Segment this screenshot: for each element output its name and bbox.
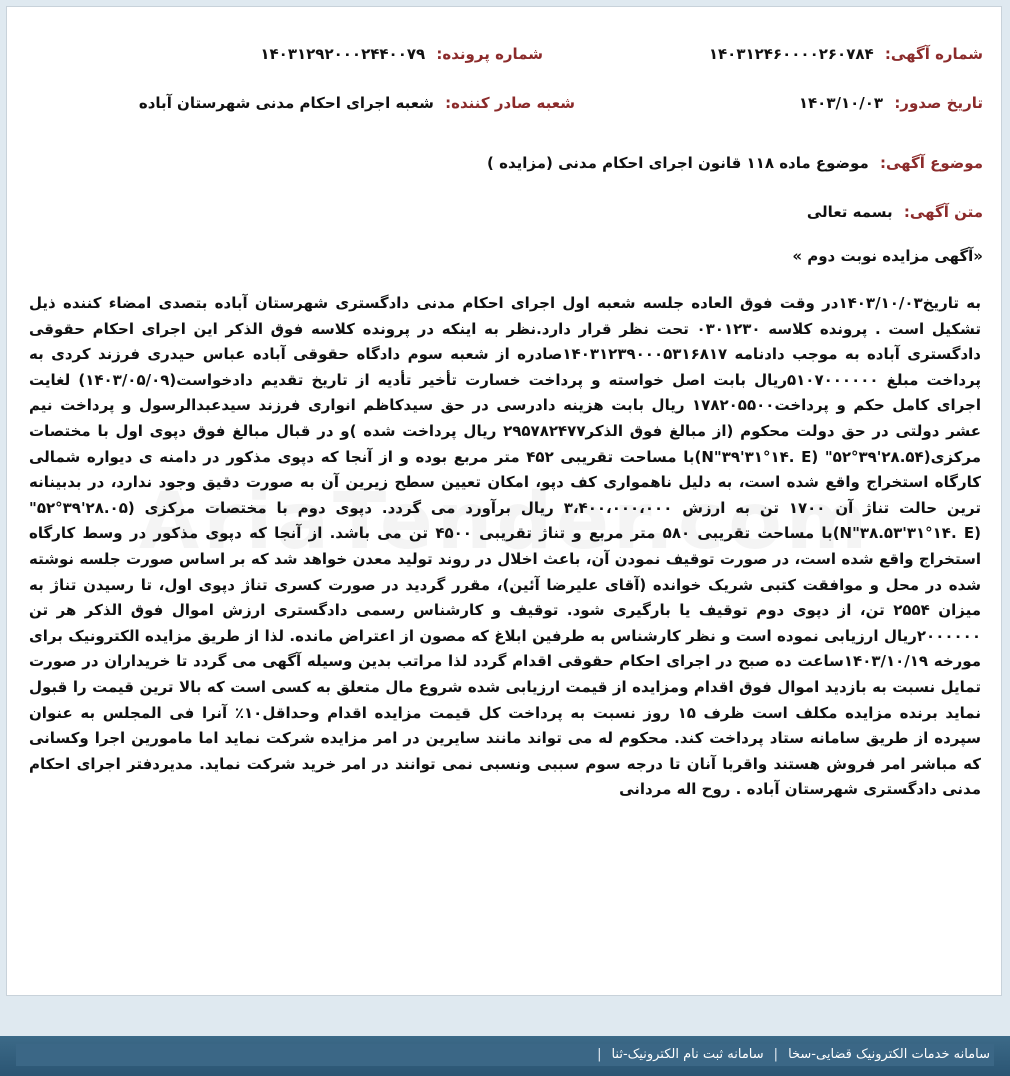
sana-link[interactable]: سامانه ثبت نام الکترونیک-ثنا: [611, 1047, 764, 1062]
footer-separator: |: [597, 1047, 602, 1062]
subject-value: موضوع ماده ۱۱۸ قانون اجرای احکام مدنی (مزایده ): [487, 154, 869, 172]
case-number-value: ۱۴۰۳۱۲۹۲۰۰۰۲۴۴۰۰۷۹: [260, 45, 426, 63]
ad-number-label: شماره آگهی:: [884, 45, 983, 63]
case-number-row: [260, 45, 543, 63]
issuer-value: شعبه اجرای احکام مدنی شهرستان آباده: [138, 94, 434, 112]
notice-heading: «آگهی مزایده نوبت دوم »: [792, 247, 983, 265]
footer-links: [16, 1044, 994, 1066]
ad-number-row: [709, 45, 983, 63]
notice-body: به تاریخ۱۴۰۳/۱۰/۰۳در وقت فوق العاده جلسه شعبه اول اجرای احکام مدنی دادگستری شهرستان آباده بتصدی امضاء کننده ذیل تشکیل است . پرونده کلاسه ۰۳۰۱۲۳۰ تحت نظر قرار دارد.نظر به اینکه در پرونده کلاسه فوق الذکر این اجرای احکام حقوقی دادگستری آباده به موجب دادنامه ۱۴۰۳۱۲۳۹۰۰۰۵۳۱۶۸۱۷صادره از شعبه سوم دادگاه حقوقی آباده عباس حیدری فرزند کردی به پرداخت مبلغ ۵۱۰۷۰۰۰۰۰۰ریال بابت اصل خواسته و پرداخت خسارت تأخیر تأدیه از تاریخ تقدیم دادخواست(۱۴۰۳/۰۵/۰۹) لغایت اجرای کامل حکم و پرداخت۱۷۸۲۰۵۵۰۰ ریال بابت هزینه دادرسی در حق سیدکاظم انواری فرزند سیدعبدالرسول و پرداخت نیم عشر دولتی در حق دولت محکوم (از مبالغ فوق الذکر۲۹۵۷۸۲۴۷۷ ریال پرداخت شده )و در قبال مبالغ فوق دپوی اول با مختصات مرکزی(۲۸.۵۴'۳۹°۵۲" (N"۳۹'۳۱°۱۴. E)با مساحت تقریبی ۴۵۲ متر مربع بوده و از آنجا که دپوی مذکور در دامنه ی دیواره شمالی کارگاه استخراج واقع شده است، به دلیل ناهمواری کف دپو، امکان تعیین سطح زیرین آن به صورت دقیق وجود ندارد، در بدبینانه ترین حالت تناژ آن ۱۷۰۰ تن به ارزش ۳،۴۰۰،۰۰۰،۰۰۰ ریال برآورد می گردد. دپوی دوم با مختصات مرکزی (۲۸.۰۵'۳۹°۵۲" (N"۳۸.۵۳'۳۱°۱۴. E)با مساحت تقریبی ۵۸۰ متر مربع و تناژ تقریبی ۴۵۰۰ تن می باشد. از آنجا که دپوی مذکور در وسط کارگاه استخراج واقع شده است، در صورت توقیف نمودن آن، باعث اخلال در روند تولید معدن خواهد شد که بر اساس صورت جلسه نوشته شده در محل و موافقت کتبی شریک خوانده (آقای علیرضا آئین)، مقرر گردید در صورت کسری تناژ دپوی اول، تا رسیدن تناژ به میزان ۲۵۵۴ تن، از دپوی دوم توقیف یا بارگیری شود. توقیف و کارشناس رسمی دادگستری ارزش اموال فوق الذکر هر تن ۲۰۰۰۰۰۰ریال ارزیابی نموده است و نظر کارشناس به طرفین ابلاغ که مصون از اعتراض مانده. لذا از طریق مزایده الکترونیک برای مورخه ۱۴۰۳/۱۰/۱۹ساعت ده صبح در اجرای احکام حقوقی اقدام گردد لذا مراتب بدین وسیله آگهی می گردد تا خریداران در صورت تمایل نسبت به بازدید اموال فوق اقدام ومزایده از قیمت ارزیابی شده شروع مال متعلق به کسی است که بالا ترین قیمت را قبول نماید برنده مزایده مکلف است ظرف ۱۵ روز نسبت به پرداخت کل قیمت مزایده اقدام وحداقل۱۰٪ آنرا فی المجلس به عنوان سپرده از طریق سامانه ستاد پرداخت کند. محکوم له می تواند مانند سایرین در امر مزایده شرکت نماید اما مامورین اجرا وکسانی که مباشر امر فروش هستند واقربا آنان تا درجه سوم سببی ونسبی نمی توانند در امر خرید شرکت نماید. مدیردفتر اجرای احکام مدنی دادگستری شهرستان آباده . روح اله مردانی: [29, 294, 982, 799]
text-label: متن آگهی:: [903, 203, 983, 221]
text-intro: بسمه تعالی: [806, 203, 893, 221]
ad-number-value: ۱۴۰۳۱۲۴۶۰۰۰۰۲۶۰۷۸۴: [708, 45, 874, 63]
text-row: [807, 203, 983, 221]
issue-date-row: [799, 94, 983, 112]
issuer-row: [139, 94, 575, 112]
subject-label: موضوع آگهی:: [879, 154, 983, 172]
sakha-link[interactable]: سامانه خدمات الکترونیک قضایی-سخا: [788, 1047, 990, 1062]
issue-date-value: ۱۴۰۳/۱۰/۰۳: [798, 94, 884, 112]
case-number-label: شماره پرونده:: [436, 45, 543, 63]
issuer-label: شعبه صادر کننده:: [445, 94, 575, 112]
notice-card: [6, 6, 1002, 996]
subject-row: [487, 154, 983, 172]
footer: [0, 1036, 1010, 1076]
issue-date-label: تاریخ صدور:: [894, 94, 983, 112]
footer-separator: |: [773, 1047, 779, 1062]
